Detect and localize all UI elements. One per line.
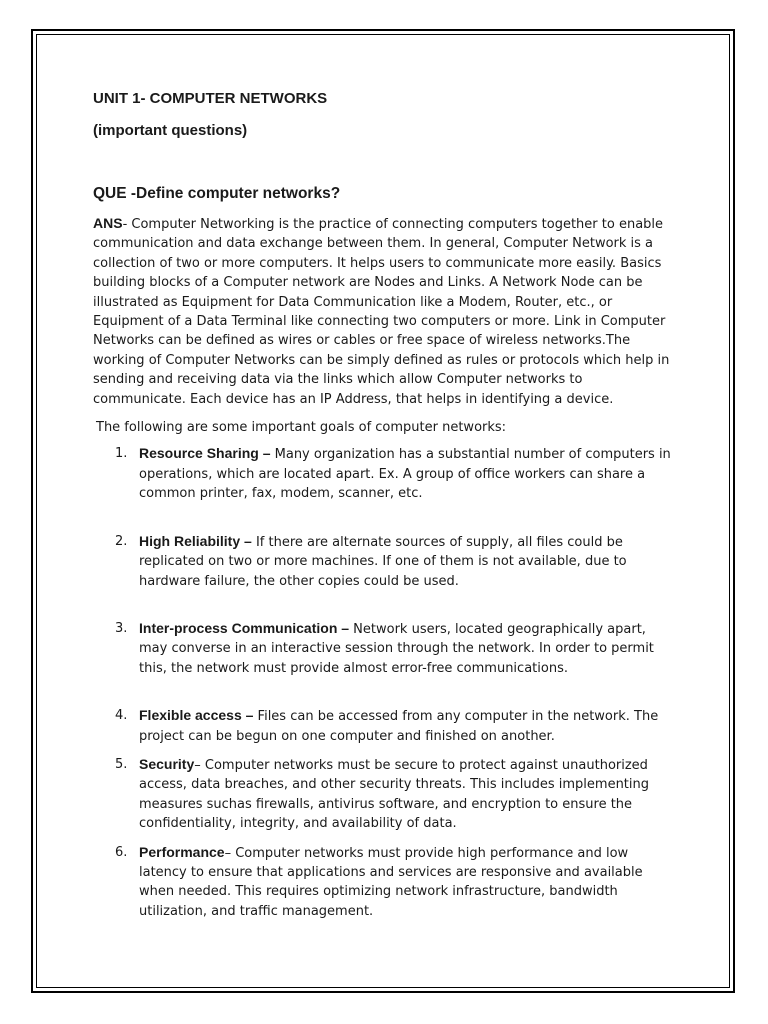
goal-item [93,843,673,922]
goal-number: 5. [115,756,128,772]
goals-intro: The following are some important goals of computer networks: [96,420,507,436]
goal-term: High Reliability – [139,532,252,549]
goal-number: 3. [115,620,128,636]
goal-text: Many organization has a substantial number of computers in operations, which are located apart. Ex. A group of office workers can share a common printer, fax, modem, scanner, etc. [139,447,671,502]
goal-text: Network users, located geographically apart, may converse in an interactive session through the network. In order to permit this, the network must provide almost error-free communications. [139,621,654,676]
goal-number: 4. [115,708,128,724]
goal-term: Performance [139,843,225,860]
document-body [93,88,673,921]
goal-text: – Computer networks must provide high performance and low latency to ensure that applications and services are responsive and available when needed. This requires optimizing network infrastructure, bandwidth utilization, and traffic management. [139,845,643,919]
goal-text: Files can be accessed from any computer in the network. The project can be begun on one computer and finished on another. [139,709,659,744]
goal-item [93,532,673,591]
answer-paragraph [93,214,673,409]
goal-text: – Computer networks must be secure to protect against unauthorized access, data breaches, and other security threats. This includes implementing measures suchas firewalls, antivirus software, and encryption to ensure the confidentiality, integrity, and availability of data. [139,757,650,832]
subtitle: (important questions) [93,122,248,139]
unit-title: UNIT 1- COMPUTER NETWORKS [93,90,328,107]
goal-item [93,444,673,503]
goal-term: Resource Sharing – [139,445,271,462]
goal-item [93,619,673,678]
answer-text: - Computer Networking is the practice of connecting computers together to enable communication and data exchange between them. In general, Computer Network is a collection of two or more computers. It helps users to communicate more easily. Basics building blocks of a Computer network are Nodes and Links. A Network Node can be illustrated as Equipment for Data Communication like a Modem, Router, etc., or Equipment of a Data Terminal like connecting two computers or more. Link in Computer Networks can be defined as wires or cables or free space of wireless networks.The working of Computer Networks can be simply defined as rules or protocols which help in sending and receiving data via the links which allow Computer networks to communicate. Each device has an IP Address, that helps in identifying a device. [93,217,670,407]
goal-item [93,706,673,746]
goal-text: If there are alternate sources of supply, all files could be replicated on two or more machines. If one of them is not available, due to hardware failure, the other copies could be used. [139,534,627,589]
goal-number: 2. [115,533,128,549]
goals-list [93,444,673,921]
goal-item [93,755,673,834]
question-heading: QUE -Define computer networks? [93,185,341,202]
goal-term: Flexible access – [139,707,254,724]
goal-term: Inter-process Communication – [139,619,350,636]
answer-label: ANS [93,215,123,231]
goal-number: 6. [115,844,128,860]
goal-term: Security [139,755,195,772]
goal-number: 1. [115,446,128,462]
